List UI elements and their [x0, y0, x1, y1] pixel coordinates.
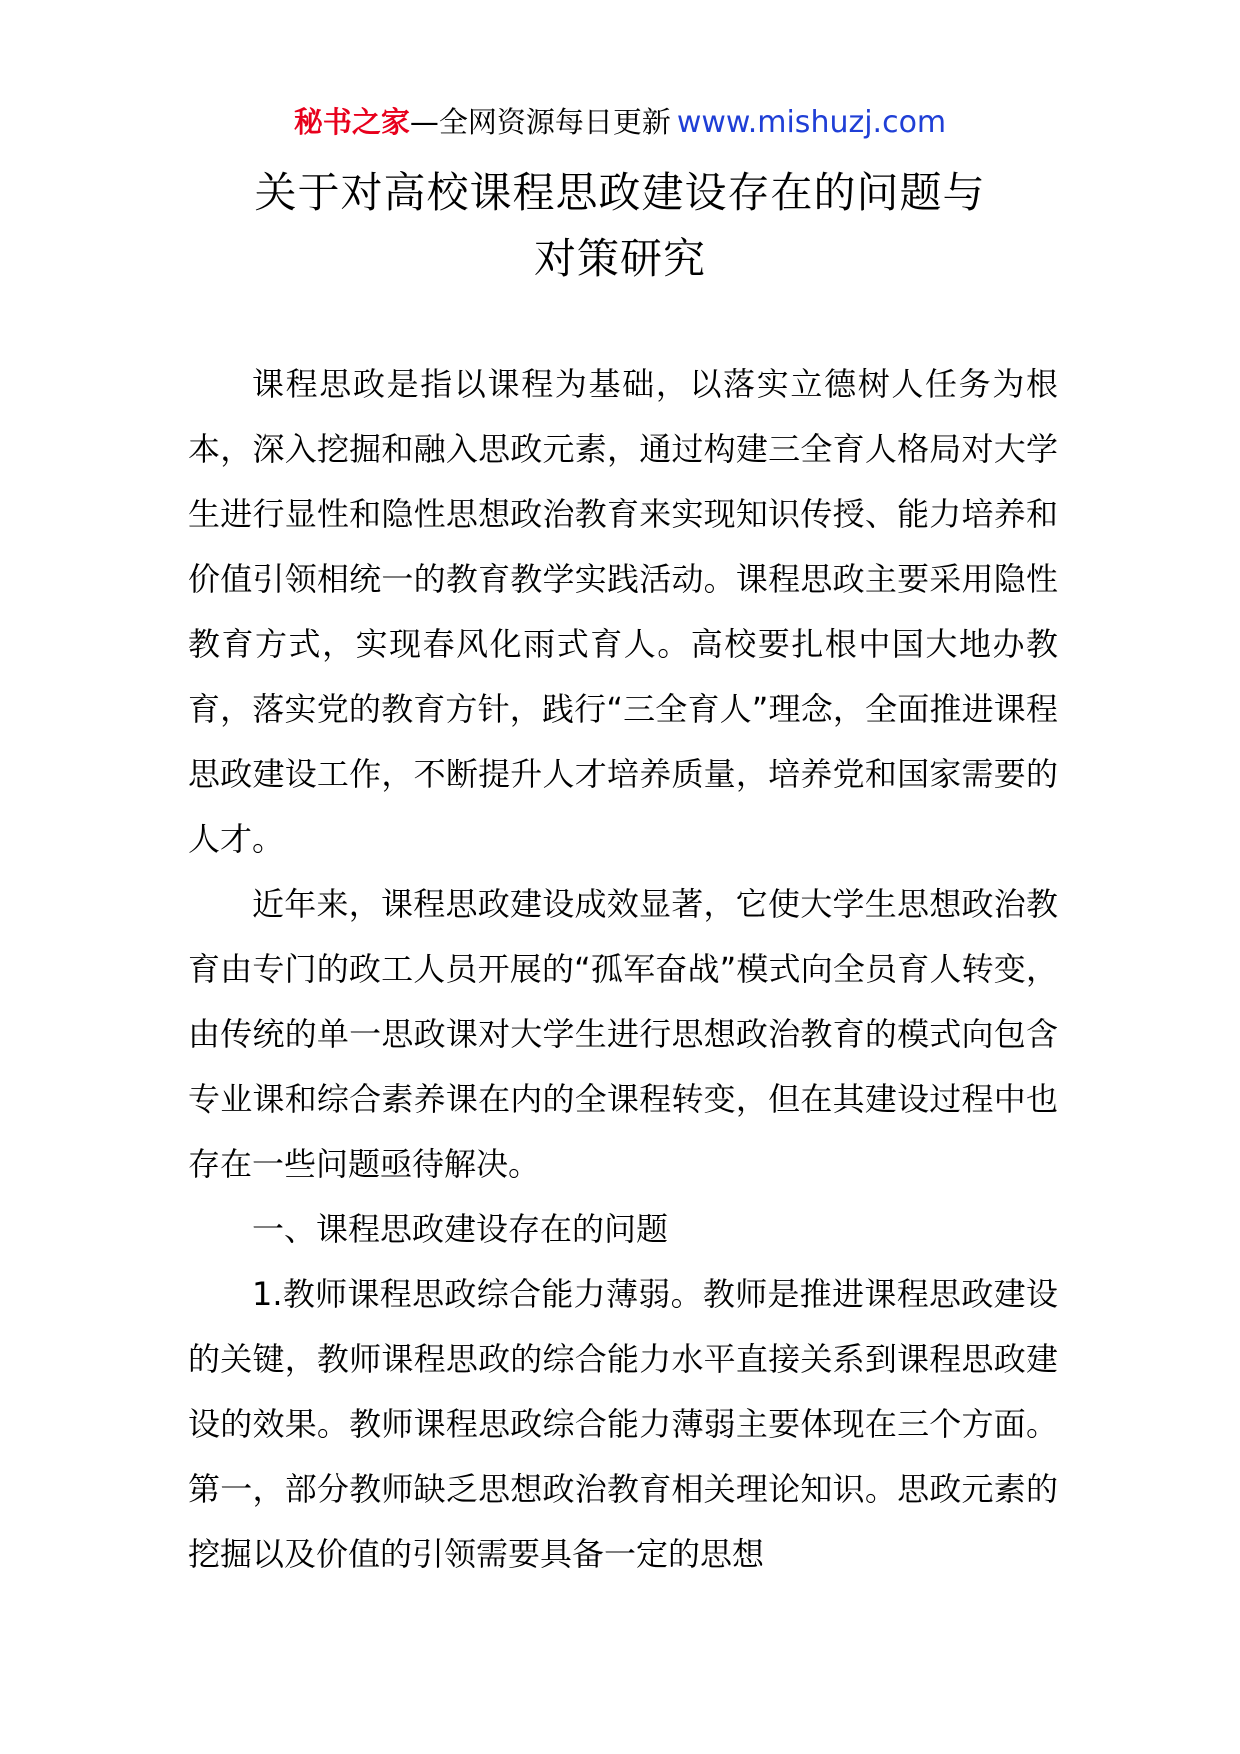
brand-name: 秘书之家	[293, 105, 410, 139]
paragraph-recent-years: 近年来，课程思政建设成效显著，它使大学生思想政治教育由专门的政工人员开展的“孤军奋战”模式向全员育人转变，由传统的单一思政课对大学生进行思想政治教育的模式向包含专业课和综合素养课在内的全课程转变，但在其建设过程中也存在一些问题亟待解决。	[188, 885, 1058, 1183]
document-title	[0, 160, 1240, 292]
site-url-link[interactable]: www.mishuzj.com	[676, 105, 947, 140]
section-heading-problems: 一、课程思政建设存在的问题	[252, 1210, 669, 1248]
site-header	[0, 102, 1240, 143]
document-body	[188, 352, 1058, 1587]
header-tagline: —全网资源每日更新	[409, 105, 671, 139]
paragraph-teacher-ability: 1.教师课程思政综合能力薄弱。教师是推进课程思政建设的关键，教师课程思政的综合能力水平直接关系到课程思政建设的效果。教师课程思政综合能力薄弱主要体现在三个方面。第一，部分教师缺乏思想政治教育相关理论知识。思政元素的挖掘以及价值的引领需要具备一定的思想	[188, 1275, 1058, 1573]
title-line-2: 对策研究	[533, 234, 706, 283]
paragraph-intro: 课程思政是指以课程为基础，以落实立德树人任务为根本，深入挖掘和融入思政元素，通过构建三全育人格局对大学生进行显性和隐性思想政治教育来实现知识传授、能力培养和价值引领相统一的教育教学实践活动。课程思政主要采用隐性教育方式，实现春风化雨式育人。高校要扎根中国大地办教育，落实党的教育方针，践行“三全育人”理念，全面推进课程思政建设工作，不断提升人才培养质量，培养党和国家需要的人才。	[188, 365, 1058, 858]
title-line-1: 关于对高校课程思政建设存在的问题与	[254, 168, 986, 217]
